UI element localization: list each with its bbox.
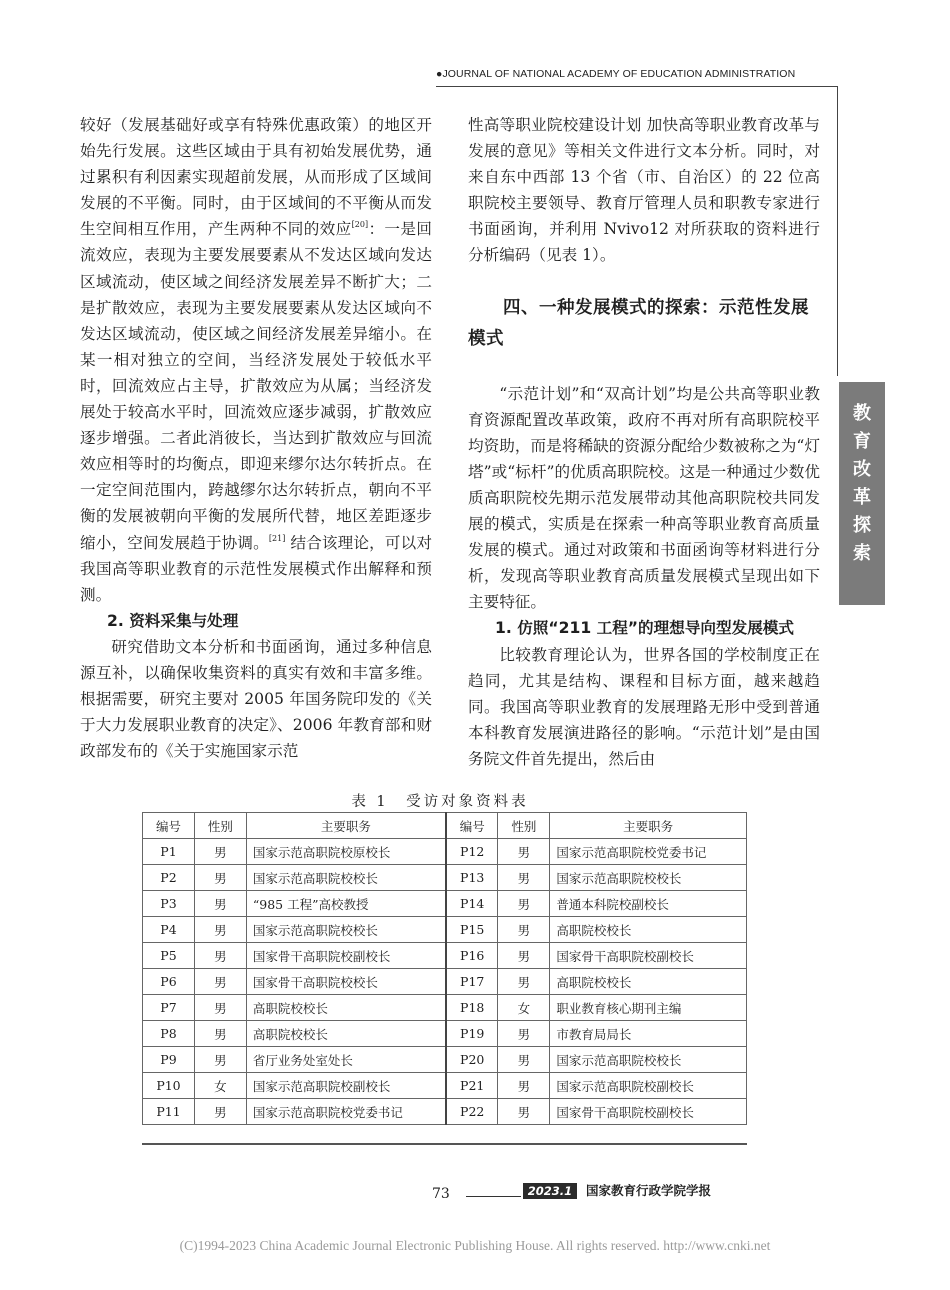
tag-char: 教 bbox=[853, 403, 871, 424]
copyright-notice: (C)1994-2023 China Academic Journal Electronic Publishing House. All rights reserved. http://www.cnki.net bbox=[179, 1238, 771, 1253]
table-row bbox=[143, 1099, 747, 1125]
cell-position: 国家骨干高职院校副校长 bbox=[550, 1099, 747, 1125]
cell-id: P6 bbox=[143, 969, 195, 995]
cell-id: P20 bbox=[446, 1047, 498, 1073]
left-paragraph-1 bbox=[80, 112, 432, 608]
cell-id: P5 bbox=[143, 943, 195, 969]
cell-gender: 男 bbox=[498, 839, 550, 865]
cell-id: P13 bbox=[446, 865, 498, 891]
cell-position: 国家骨干高职院校校长 bbox=[246, 969, 446, 995]
footer-rule bbox=[466, 1196, 521, 1197]
cell-id: P16 bbox=[446, 943, 498, 969]
left-p1-text-a: 较好（发展基础好或享有特殊优惠政策）的地区开始先行发展。这些区域由于具有初始发展优势，通过累积有利因素实现超前发展，从而形成了区域间发展的不平衡。同时，由于区域间的不平衡从而发生空间相互作用，产生两种不同的效应 bbox=[80, 116, 432, 239]
header-position: 主要职务 bbox=[550, 813, 747, 839]
cell-id: P21 bbox=[446, 1073, 498, 1099]
right-paragraph-2: “示范计划”和“双高计划”均是公共高等职业教育资源配置改革政策，政府不再对所有高职院校平均资助，而是将稀缺的资源分配给少数被称之为“灯塔”或“标杆”的优质高职院校。这是一种通过少数优质高职院校先期示范发展带动其他高职院校共同发展的模式，实质是在探索一种高等职业教育高质量发展的模式。通过对政策和书面函询等材料进行分析，发现高等职业教育高质量发展模式呈现出如下主要特征。 bbox=[468, 384, 820, 612]
table-row bbox=[143, 943, 747, 969]
cell-id: P18 bbox=[446, 995, 498, 1021]
cell-gender: 男 bbox=[194, 1021, 246, 1047]
tag-char: 育 bbox=[853, 431, 871, 452]
cell-gender: 男 bbox=[498, 969, 550, 995]
cell-id: P12 bbox=[446, 839, 498, 865]
cell-id: P2 bbox=[143, 865, 195, 891]
cell-id: P4 bbox=[143, 917, 195, 943]
cell-position: 国家示范高职院校党委书记 bbox=[246, 1099, 446, 1125]
tag-char: 探 bbox=[853, 515, 871, 536]
cell-gender: 男 bbox=[498, 943, 550, 969]
table-row bbox=[143, 969, 747, 995]
cell-gender: 女 bbox=[194, 1073, 246, 1099]
cell-gender: 男 bbox=[194, 1047, 246, 1073]
cell-gender: 男 bbox=[498, 1099, 550, 1125]
cell-gender: 女 bbox=[498, 995, 550, 1021]
cell-position: 高职院校校长 bbox=[246, 995, 446, 1021]
cell-id: P7 bbox=[143, 995, 195, 1021]
tag-char: 索 bbox=[853, 543, 871, 564]
cell-position: 国家示范高职院校党委书记 bbox=[550, 839, 747, 865]
table-row bbox=[143, 1021, 747, 1047]
header-id: 编号 bbox=[446, 813, 498, 839]
table-caption: 表 1 受访对象资料表 bbox=[351, 794, 529, 810]
cell-position: 国家示范高职院校原校长 bbox=[246, 839, 446, 865]
cell-position: “985 工程”高校教授 bbox=[246, 891, 446, 917]
right-paragraph-1: 性高等职业院校建设计划 加快高等职业教育改革与发展的意见》等相关文件进行文本分析。同时，对来自东中西部 13 个省（市、自治区）的 22 位高职院校主要领导、教育厅管理人员和职教专家进行书面函询，并利用 Nvivo12 对所获取的资料进行分析编码（见表 1）。 bbox=[468, 116, 820, 265]
cell-gender: 男 bbox=[194, 969, 246, 995]
cell-position: 国家示范高职院校副校长 bbox=[550, 1073, 747, 1099]
left-paragraph-2: 研究借助文本分析和书面函询，通过多种信息源互补，以确保收集资料的真实有效和丰富多维。根据需要，研究主要对 2005 年国务院印发的《关于大力发展职业教育的决定》、2006 年教育部和财政部发布的《关于实施国家示范 bbox=[80, 637, 432, 761]
left-column bbox=[80, 112, 432, 764]
cell-id: P19 bbox=[446, 1021, 498, 1047]
cell-position: 市教育局局长 bbox=[550, 1021, 747, 1047]
cell-position: 普通本科院校副校长 bbox=[550, 891, 747, 917]
cell-gender: 男 bbox=[194, 839, 246, 865]
section-tag bbox=[839, 382, 885, 605]
cell-id: P15 bbox=[446, 917, 498, 943]
issue-badge: 2023.1 bbox=[523, 1183, 577, 1199]
subhead-data-collection: 2. 资料采集与处理 bbox=[107, 611, 239, 630]
cell-position: 高职院校校长 bbox=[246, 1021, 446, 1047]
cell-id: P10 bbox=[143, 1073, 195, 1099]
cell-id: P3 bbox=[143, 891, 195, 917]
tag-char: 改 bbox=[853, 459, 871, 480]
cell-id: P11 bbox=[143, 1099, 195, 1125]
tag-char: 革 bbox=[853, 487, 871, 508]
cell-id: P1 bbox=[143, 839, 195, 865]
cell-position: 省厅业务处室处长 bbox=[246, 1047, 446, 1073]
cell-gender: 男 bbox=[194, 891, 246, 917]
cell-gender: 男 bbox=[498, 1047, 550, 1073]
right-column bbox=[468, 112, 820, 772]
cell-position: 国家示范高职院校校长 bbox=[246, 917, 446, 943]
header-position: 主要职务 bbox=[246, 813, 446, 839]
header-gender: 性别 bbox=[194, 813, 246, 839]
cell-gender: 男 bbox=[194, 995, 246, 1021]
cell-gender: 男 bbox=[498, 1021, 550, 1047]
cell-position: 国家示范高职院校副校长 bbox=[246, 1073, 446, 1099]
cell-gender: 男 bbox=[194, 1099, 246, 1125]
page-number: 73 bbox=[432, 1186, 450, 1202]
cell-gender: 男 bbox=[194, 865, 246, 891]
table-row bbox=[143, 865, 747, 891]
header-gender: 性别 bbox=[498, 813, 550, 839]
cell-position: 职业教育核心期刊主编 bbox=[550, 995, 747, 1021]
cell-id: P8 bbox=[143, 1021, 195, 1047]
left-p1-text-c: 结合该理论，可以对我国高等职业教育的示范性发展模式作出解释和预测。 bbox=[80, 533, 432, 604]
cell-gender: 男 bbox=[194, 943, 246, 969]
header-rule bbox=[436, 86, 838, 87]
cell-gender: 男 bbox=[498, 1073, 550, 1099]
cell-position: 国家示范高职院校校长 bbox=[246, 865, 446, 891]
table-bottom-rule bbox=[142, 1143, 747, 1145]
table-row bbox=[143, 917, 747, 943]
table-row bbox=[143, 839, 747, 865]
table-row bbox=[143, 995, 747, 1021]
left-p1-text-b: ：一是回流效应，表现为主要发展要素从不发达区域向发达区域流动，使区域之间经济发展差异不断扩大；二是扩散效应，表现为主要发展要素从发达区域向不发达区域流动，使区域之间经济发展差异缩小。在某一相对独立的空间，当经济发展处于较低水平时，回流效应占主导，扩散效应为从属；当经济发展处于较高水平时，回流效应逐步减弱，扩散效应逐步增强。二者此消彼长，当达到扩散效应与回流效应相等时的均衡点，即迎来缪尔达尔转折点。在一定空间范围内，跨越缪尔达尔转折点，朝向不平衡的发展被朝向平衡的发展所代替，地区差距逐步缩小，空间发展趋于协调。 bbox=[80, 220, 432, 552]
cell-gender: 男 bbox=[498, 891, 550, 917]
cell-gender: 男 bbox=[498, 865, 550, 891]
right-paragraph-3: 比较教育理论认为，世界各国的学校制度正在趋同，尤其是结构、课程和目标方面，越来越趋同。我国高等职业教育的发展理路无形中受到普通本科教育发展演进路径的影响。“示范计划”是由国务院文件首先提出，然后由 bbox=[468, 645, 820, 768]
cell-position: 高职院校校长 bbox=[550, 969, 747, 995]
cell-id: P14 bbox=[446, 891, 498, 917]
table-row bbox=[143, 1073, 747, 1099]
running-header: ●JOURNAL OF NATIONAL ACADEMY OF EDUCATION ADMINISTRATION bbox=[436, 68, 796, 80]
subhead-211-model: 1. 仿照“211 工程”的理想导向型发展模式 bbox=[495, 619, 794, 638]
section-heading-4: 四、一种发展模式的探索：示范性发展模式 bbox=[468, 297, 809, 349]
table-row bbox=[143, 1047, 747, 1073]
header-vertical-rule bbox=[837, 86, 838, 376]
citation-20: [20] bbox=[351, 220, 369, 230]
interviewee-table bbox=[142, 812, 747, 1125]
journal-name: 国家教育行政学院学报 bbox=[586, 1183, 712, 1198]
citation-21: [21] bbox=[268, 533, 286, 543]
cell-id: P22 bbox=[446, 1099, 498, 1125]
cell-id: P9 bbox=[143, 1047, 195, 1073]
cell-id: P17 bbox=[446, 969, 498, 995]
cell-position: 高职院校校长 bbox=[550, 917, 747, 943]
cell-gender: 男 bbox=[498, 917, 550, 943]
table-row bbox=[143, 891, 747, 917]
cell-position: 国家示范高职院校校长 bbox=[550, 865, 747, 891]
cell-position: 国家骨干高职院校副校长 bbox=[550, 943, 747, 969]
cell-gender: 男 bbox=[194, 917, 246, 943]
cell-position: 国家骨干高职院校副校长 bbox=[246, 943, 446, 969]
table-header-row bbox=[143, 813, 747, 839]
header-id: 编号 bbox=[143, 813, 195, 839]
cell-position: 国家示范高职院校校长 bbox=[550, 1047, 747, 1073]
